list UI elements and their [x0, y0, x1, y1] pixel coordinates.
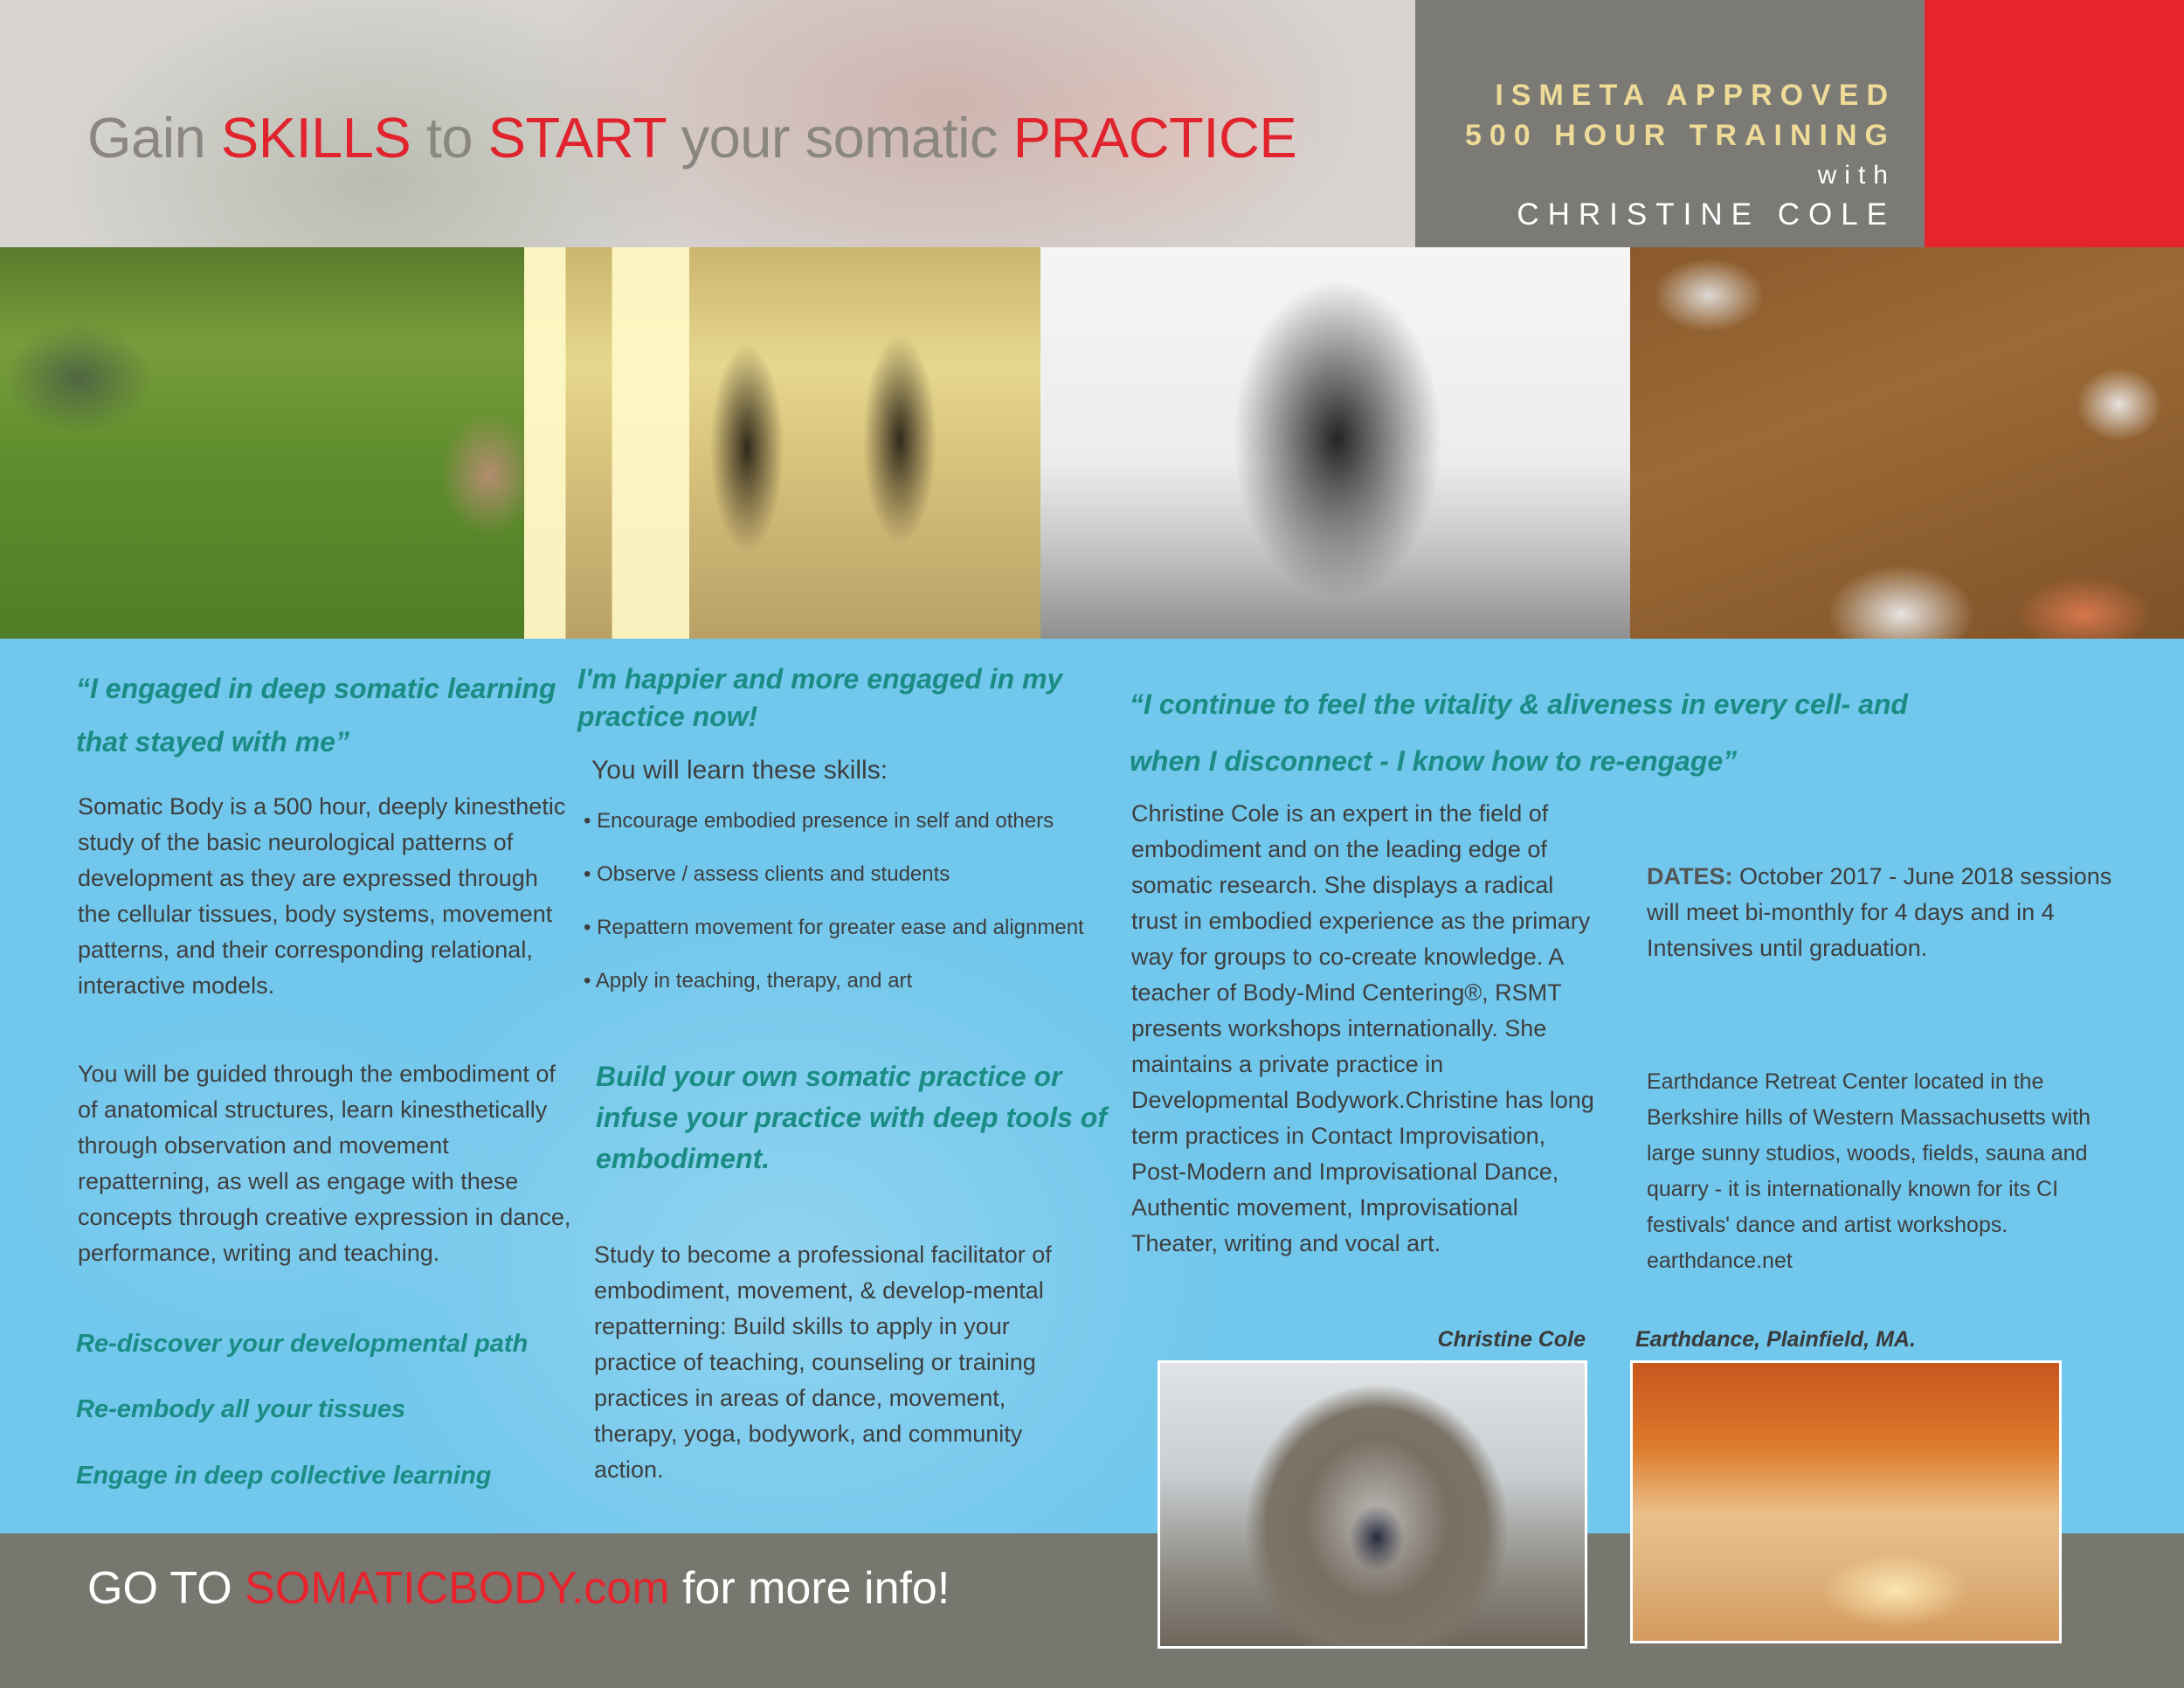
testimonial-quote-1: “I engaged in deep somatic learning that stayed with me”	[76, 673, 556, 758]
dates-text: October 2017 - June 2018 sessions will meet bi-monthly for 4 days and in 4 Intensives until graduation.	[1647, 863, 2112, 961]
skills-heading: You will learn these skills:	[591, 756, 888, 785]
study-description: Study to become a professional facilitator of embodiment, movement, & develop-mental repatterning: Build skills to apply in your practice of teaching, counseling or training practices in areas of dance, movement, therapy, yoga, bodywork, and community action.	[594, 1242, 1052, 1483]
red-accent-block	[1925, 0, 2184, 247]
headline-word-skills: SKILLS	[220, 106, 411, 169]
venue-description: Earthdance Retreat Center located in the Berkshire hills of Western Massachusetts with large sunny studios, woods, fields, sauna and quarry - it is internationally known for its CI festivals' dance and artist workshops. earthdance.net	[1647, 1069, 2091, 1273]
dates-label: DATES:	[1647, 863, 1733, 889]
skill-item: • Apply in teaching, therapy, and art	[584, 969, 913, 993]
photo-anatomy-study	[1630, 247, 2184, 639]
instructor-bio: Christine Cole is an expert in the field of embodiment and on the leading edge of somatic research. She displays a radical trust in embodied experience as the primary way for groups to co-create knowledge. A teacher of Body-Mind Centering®, RSMT presents workshops internationally. She maintains a private practice in Developmental Bodywork.Christine has long term practices in Contact Improvisation, Post-Modern and Improvisational Dance, Authentic movement, Improvisational Theater, writing and vocal art.	[1131, 800, 1594, 1256]
skill-item: • Repattern movement for greater ease and alignment	[584, 916, 1084, 939]
badge-instructor: CHRISTINE COLE	[1517, 197, 1896, 232]
testimonial-quote-3: “I continue to feel the vitality & aliveness in every cell- and when I disconnect - I know how to re-engage”	[1130, 688, 1908, 777]
skill-item: • Encourage embodied presence in self and others	[584, 809, 1054, 833]
photo-christine-cole	[1158, 1360, 1587, 1649]
ismeta-badge	[1415, 0, 1925, 247]
caption-christine: Christine Cole	[1437, 1327, 1586, 1352]
page-headline: Gain SKILLS to START your somatic PRACTICE	[87, 106, 1297, 169]
caption-earthdance: Earthdance, Plainfield, MA.	[1635, 1327, 1916, 1352]
tagline-collective-learning: Engage in deep collective learning	[76, 1462, 492, 1490]
tagline-tissues: Re-embody all your tissues	[76, 1395, 406, 1423]
testimonial-quote-2: I'm happier and more engaged in my practice now!	[577, 663, 1063, 732]
dates-info	[1647, 859, 2136, 966]
headline-word-practice: PRACTICE	[1013, 106, 1297, 169]
tagline-developmental-path: Re-discover your developmental path	[76, 1330, 529, 1358]
photo-outdoor-group	[0, 247, 524, 639]
build-practice-callout: Build your own somatic practice or infuse your practice with deep tools of embodiment.	[596, 1061, 1107, 1174]
footer-call-to-action: GO TO SOMATICBODY.com for more info!	[87, 1563, 950, 1614]
skill-item: • Observe / assess clients and students	[584, 862, 950, 886]
program-description: Somatic Body is a 500 hour, deeply kinesthetic study of the basic neurological patterns of development as they are expressed through the cellular tissues, body systems, movement patterns, and their corresponding relational, interactive models.	[78, 793, 566, 999]
website-link[interactable]: SOMATICBODY.com	[245, 1563, 670, 1614]
guidance-description: You will be guided through the embodiment of of anatomical structures, learn kinesthetically through observation and movement repatterning, as well as engage with these concepts through creative expression in dance, performance, writing and teaching.	[78, 1061, 571, 1266]
badge-with: with	[1817, 161, 1896, 190]
headline-word-start: START	[487, 106, 667, 169]
photo-earthdance-studio	[1630, 1360, 2062, 1643]
photo-dance-studio	[524, 247, 1040, 639]
badge-approved: ISMETA APPROVED	[1495, 79, 1896, 112]
photo-contact-improv-duo	[1040, 247, 1630, 639]
badge-training: 500 HOUR TRAINING	[1464, 119, 1896, 152]
